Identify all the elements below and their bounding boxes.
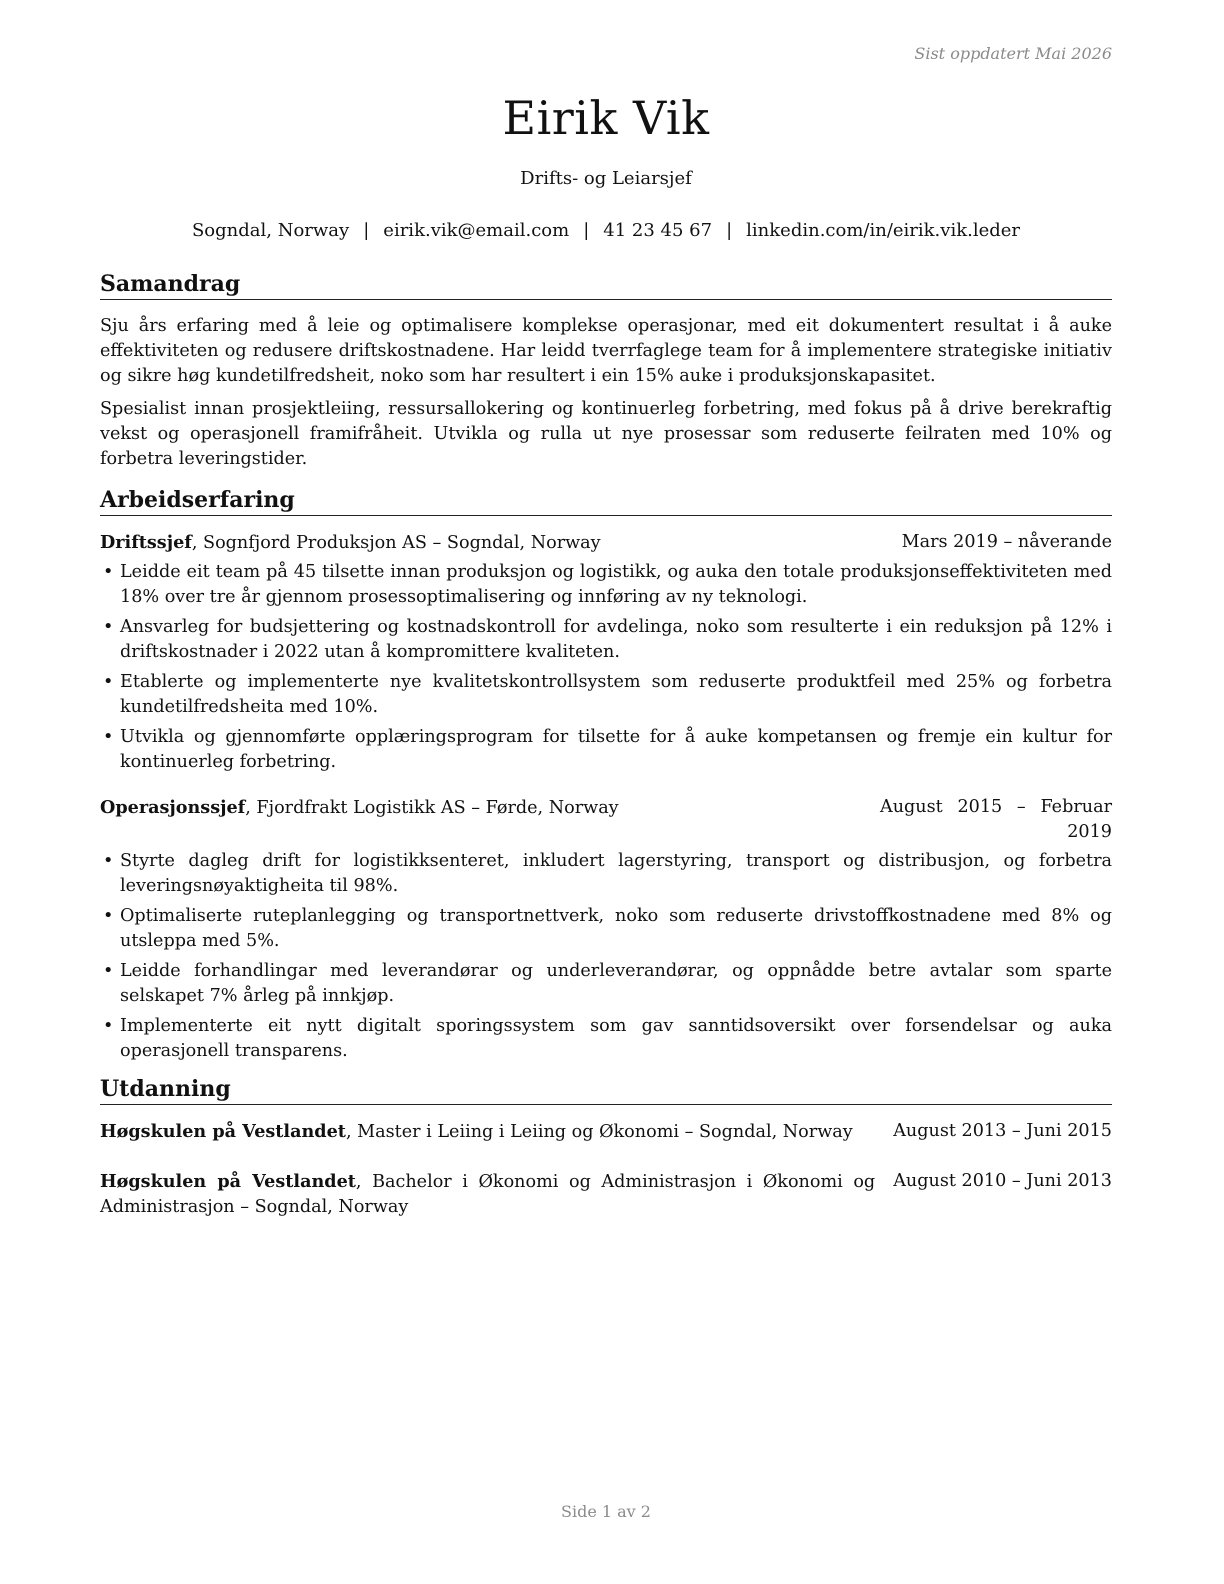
job-header — [100, 530, 1112, 556]
contact-linkedin-link[interactable]: linkedin.com/in/eirik.vik.leder — [746, 220, 1021, 241]
education-school: Høgskulen på Vestlandet — [100, 1121, 346, 1142]
education-entry — [100, 1119, 1112, 1145]
experience-section — [100, 486, 1112, 1064]
summary-heading: Samandrag — [100, 270, 1112, 300]
job-employer: , Sognfjord Produksjon AS – Sogndal, Norway — [191, 533, 601, 553]
bullet-icon: • — [103, 961, 114, 981]
page-indicator: Side 1 av 2 — [561, 1502, 651, 1521]
list-item: • Styrte dagleg drift for logistikksenteret, inkludert lagerstyring, transport og distribusjon, og forbetra leveringsnøyaktigheita til 98%. — [103, 851, 1112, 896]
bullet-icon: • — [103, 672, 114, 692]
job-dates: August 2015 – Februar 2019 — [880, 797, 1112, 842]
job-bullets — [100, 560, 1112, 775]
list-item: • Etablerte og implementerte nye kvalitetskontrollsystem som reduserte produktfeil med 25% og forbetra kundetilfredsheita med 10%. — [103, 672, 1112, 717]
job-header — [100, 795, 1112, 845]
job-role: Operasjonssjef — [100, 797, 246, 818]
education-entry — [100, 1169, 1112, 1220]
job-employer: , Fjordfrakt Logistikk AS – Førde, Norway — [245, 798, 619, 818]
contact-separator: | — [726, 220, 733, 241]
job-bullets — [100, 849, 1112, 1064]
list-item: • Leidde forhandlingar med leverandørar og underleverandørar, og oppnådde betre avtalar som sparte selskapet 7% årleg på innkjøp. — [103, 961, 1112, 1006]
education-dates: August 2013 – Juni 2015 — [893, 1121, 1112, 1141]
experience-heading: Arbeidserfaring — [100, 486, 1112, 516]
education-heading: Utdanning — [100, 1075, 1112, 1105]
contact-location: Sogndal, Norway — [191, 220, 350, 241]
resume-body — [100, 270, 1112, 1220]
summary-paragraph: Sju års erfaring med å leie og optimalisere komplekse operasjonar, med eit dokumentert resultat i å auke effektiviteten og redusere driftskostnadene. Har leidd tverrfaglege team for å implementere strategiske initiativ og sikre høg kundetilfredsheit, noko som har resultert i ein 15% auke i produksjonskapasitet. — [100, 316, 1112, 386]
list-item: • Implementerte eit nytt digitalt sporingssystem som gav sanntidsoversikt over forsendelsar og auka operasjonell transparens. — [103, 1016, 1112, 1061]
job-role: Driftssjef — [100, 532, 192, 553]
job-entry — [100, 795, 1112, 1064]
education-school: Høgskulen på Vestlandet — [100, 1171, 356, 1192]
list-item: • Optimaliserte ruteplanlegging og transportnettverk, noko som reduserte drivstoffkostnadene med 8% og utsleppa med 5%. — [103, 906, 1112, 951]
bullet-icon: • — [103, 562, 114, 582]
job-dates: Mars 2019 – nåverande — [901, 532, 1112, 552]
last-updated-note: Sist oppdatert Mai 2026 — [914, 44, 1112, 63]
candidate-name: Eirik Vik — [502, 91, 710, 145]
candidate-headline: Drifts- og Leiarsjef — [520, 168, 692, 189]
summary-paragraph: Spesialist innan prosjektleiing, ressursallokering og kontinuerleg forbetring, med fokus på å drive berekraftig vekst og operasjonell framifråheit. Utvikla og rulla ut nye prosessar som reduserte feilraten med 10% og forbetra leveringstider. — [100, 399, 1112, 469]
bullet-icon: • — [103, 1016, 114, 1036]
education-section — [100, 1075, 1112, 1220]
resume-page — [100, 0, 1112, 1584]
contact-line — [100, 220, 1112, 241]
education-degree: , Bachelor i Økonomi og Administrasjon i Økonomi og Administrasjon – Sogndal, Norway — [100, 1172, 876, 1217]
bullet-icon: • — [103, 617, 114, 637]
list-item: • Utvikla og gjennomførte opplæringsprogram for tilsette for å auke kompetansen og fremje ein kultur for kontinuerleg forbetring. — [103, 727, 1112, 772]
list-item: • Ansvarleg for budsjettering og kostnadskontroll for avdelinga, noko som resulterte i ein reduksjon på 12% i driftskostnader i 2022 utan å kompromittere kvaliteten. — [103, 617, 1112, 662]
bullet-icon: • — [103, 727, 114, 747]
summary-section — [100, 270, 1112, 472]
contact-separator: | — [583, 220, 590, 241]
education-degree: , Master i Leiing i Leiing og Økonomi – Sogndal, Norway — [345, 1122, 853, 1142]
contact-phone: 41 23 45 67 — [603, 220, 713, 241]
bullet-icon: • — [103, 851, 114, 871]
list-item: • Leidde eit team på 45 tilsette innan produksjon og logistikk, og auka den totale produksjonseffektiviteten med 18% over tre år gjennom prosessoptimalisering og innføring av ny teknologi. — [103, 562, 1112, 607]
contact-separator: | — [363, 220, 370, 241]
job-entry — [100, 530, 1112, 775]
contact-email-link[interactable]: eirik.vik@email.com — [383, 220, 570, 241]
education-dates: August 2010 – Juni 2013 — [893, 1171, 1112, 1191]
bullet-icon: • — [103, 906, 114, 926]
